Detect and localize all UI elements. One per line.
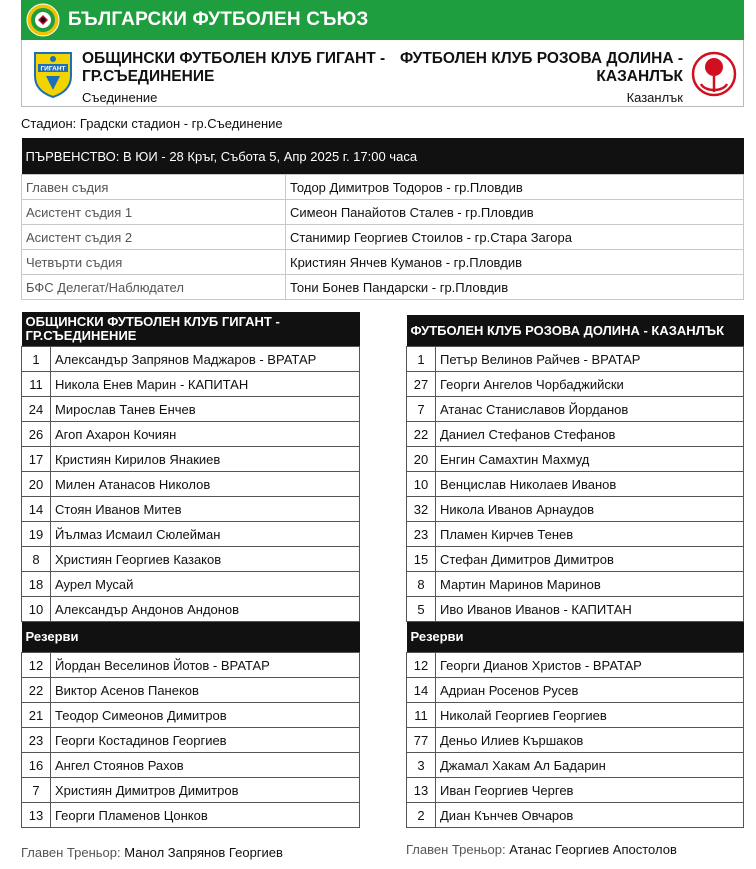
player-number: 11 bbox=[407, 703, 436, 728]
away-team-city: Казанлък bbox=[626, 90, 683, 105]
player-row bbox=[22, 778, 360, 803]
player-name: Атанас Станиславов Йорданов bbox=[436, 397, 744, 422]
home-team-city: Съединение bbox=[82, 90, 158, 105]
player-row bbox=[407, 597, 744, 622]
away-team-name: ФУТБОЛЕН КЛУБ РОЗОВА ДОЛИНА - КАЗАНЛЪК bbox=[400, 50, 683, 85]
player-name: Йордан Веселинов Йотов - ВРАТАР bbox=[51, 653, 360, 678]
player-name: Георги Пламенов Цонков bbox=[51, 803, 360, 828]
player-name: Деньо Илиев Кършаков bbox=[436, 728, 744, 753]
player-number: 18 bbox=[22, 572, 51, 597]
player-row bbox=[407, 803, 744, 828]
match-info: ПЪРВЕНСТВО: В ЮИ - 28 Кръг, Събота 5, Апр 2025 г. 17:00 часа bbox=[22, 138, 744, 175]
player-row bbox=[407, 397, 744, 422]
player-row bbox=[22, 653, 360, 678]
player-row bbox=[407, 547, 744, 572]
player-name: Александър Запрянов Маджаров - ВРАТАР bbox=[51, 347, 360, 372]
player-number: 5 bbox=[407, 597, 436, 622]
player-number: 32 bbox=[407, 497, 436, 522]
player-name: Венцислав Николаев Иванов bbox=[436, 472, 744, 497]
official-row bbox=[22, 250, 744, 275]
home-reserves bbox=[22, 653, 360, 828]
away-starters bbox=[407, 347, 744, 622]
player-number: 8 bbox=[407, 572, 436, 597]
player-name: Даниел Стефанов Стефанов bbox=[436, 422, 744, 447]
player-number: 20 bbox=[22, 472, 51, 497]
player-row bbox=[407, 678, 744, 703]
player-name: Виктор Асенов Панеков bbox=[51, 678, 360, 703]
player-row bbox=[22, 522, 360, 547]
home-crest-text: ГИГАНТ bbox=[40, 65, 66, 73]
player-row bbox=[22, 497, 360, 522]
player-number: 20 bbox=[407, 447, 436, 472]
player-name: Енгин Самахтин Махмуд bbox=[436, 447, 744, 472]
player-number: 2 bbox=[407, 803, 436, 828]
home-reserves-label: Резерви bbox=[22, 622, 360, 653]
player-number: 14 bbox=[407, 678, 436, 703]
player-row bbox=[22, 472, 360, 497]
player-name: Георги Костадинов Георгиев bbox=[51, 728, 360, 753]
header-bar bbox=[21, 0, 744, 40]
player-name: Диан Кънчев Овчаров bbox=[436, 803, 744, 828]
official-name: Тодор Димитров Тодоров - гр.Пловдив bbox=[286, 175, 744, 200]
player-name: Йълмаз Исмаил Сюлейман bbox=[51, 522, 360, 547]
player-row bbox=[407, 778, 744, 803]
player-number: 13 bbox=[407, 778, 436, 803]
home-starters bbox=[22, 347, 360, 622]
player-number: 22 bbox=[22, 678, 51, 703]
player-number: 12 bbox=[22, 653, 51, 678]
away-coach-label: Главен Треньор: bbox=[406, 842, 506, 857]
home-lineup-table bbox=[21, 312, 360, 828]
player-row bbox=[22, 753, 360, 778]
official-name: Симеон Панайотов Сталев - гр.Пловдив bbox=[286, 200, 744, 225]
player-number: 1 bbox=[407, 347, 436, 372]
player-number: 10 bbox=[22, 597, 51, 622]
official-role: Асистент съдия 1 bbox=[22, 200, 286, 225]
player-name: Иво Иванов Иванов - КАПИТАН bbox=[436, 597, 744, 622]
home-coach bbox=[21, 845, 283, 860]
official-role: Асистент съдия 2 bbox=[22, 225, 286, 250]
player-number: 19 bbox=[22, 522, 51, 547]
player-number: 12 bbox=[407, 653, 436, 678]
player-number: 3 bbox=[407, 753, 436, 778]
player-row bbox=[407, 497, 744, 522]
player-name: Ангел Стоянов Рахов bbox=[51, 753, 360, 778]
away-reserves bbox=[407, 653, 744, 828]
official-role: Четвърти съдия bbox=[22, 250, 286, 275]
player-name: Никола Иванов Арнаудов bbox=[436, 497, 744, 522]
teams-header bbox=[21, 40, 744, 107]
player-number: 21 bbox=[22, 703, 51, 728]
player-number: 23 bbox=[22, 728, 51, 753]
away-lineup-table bbox=[406, 315, 744, 828]
player-number: 11 bbox=[22, 372, 51, 397]
player-number: 77 bbox=[407, 728, 436, 753]
player-name: Никола Енев Марин - КАПИТАН bbox=[51, 372, 360, 397]
player-number: 7 bbox=[22, 778, 51, 803]
player-row bbox=[407, 653, 744, 678]
player-row bbox=[22, 397, 360, 422]
player-row bbox=[407, 753, 744, 778]
player-number: 13 bbox=[22, 803, 51, 828]
player-row bbox=[22, 447, 360, 472]
player-row bbox=[22, 803, 360, 828]
player-row bbox=[407, 728, 744, 753]
player-name: Пламен Кирчев Тенев bbox=[436, 522, 744, 547]
player-name: Мартин Маринов Маринов bbox=[436, 572, 744, 597]
player-number: 16 bbox=[22, 753, 51, 778]
player-name: Християн Георгиев Казаков bbox=[51, 547, 360, 572]
player-row bbox=[22, 703, 360, 728]
player-number: 17 bbox=[22, 447, 51, 472]
player-name: Аурел Мусай bbox=[51, 572, 360, 597]
player-number: 10 bbox=[407, 472, 436, 497]
player-name: Николай Георгиев Георгиев bbox=[436, 703, 744, 728]
player-name: Адриан Росенов Русев bbox=[436, 678, 744, 703]
player-row bbox=[22, 372, 360, 397]
bfs-crest-icon bbox=[26, 3, 60, 37]
player-row bbox=[22, 572, 360, 597]
official-row bbox=[22, 225, 744, 250]
player-number: 14 bbox=[22, 497, 51, 522]
away-coach bbox=[406, 842, 677, 857]
federation-title: БЪЛГАРСКИ ФУТБОЛЕН СЪЮЗ bbox=[68, 9, 369, 30]
player-row bbox=[22, 347, 360, 372]
player-row bbox=[407, 447, 744, 472]
official-role: Главен съдия bbox=[22, 175, 286, 200]
player-name: Мирослав Танев Енчев bbox=[51, 397, 360, 422]
player-name: Александър Андонов Андонов bbox=[51, 597, 360, 622]
player-row bbox=[22, 678, 360, 703]
officials-body bbox=[22, 175, 744, 300]
player-row bbox=[22, 422, 360, 447]
player-number: 1 bbox=[22, 347, 51, 372]
player-row bbox=[407, 572, 744, 597]
official-role: БФС Делегат/Наблюдател bbox=[22, 275, 286, 300]
player-number: 22 bbox=[407, 422, 436, 447]
player-number: 24 bbox=[22, 397, 51, 422]
home-team-crest-icon bbox=[32, 50, 74, 98]
player-number: 26 bbox=[22, 422, 51, 447]
official-row bbox=[22, 275, 744, 300]
player-name: Джамал Хакам Ал Бадарин bbox=[436, 753, 744, 778]
home-team-name: ОБЩИНСКИ ФУТБОЛЕН КЛУБ ГИГАНТ - ГР.СЪЕДИНЕНИЕ bbox=[82, 50, 386, 85]
player-name: Християн Димитров Димитров bbox=[51, 778, 360, 803]
player-row bbox=[407, 422, 744, 447]
player-row bbox=[407, 522, 744, 547]
player-row bbox=[22, 547, 360, 572]
away-reserves-label: Резерви bbox=[407, 622, 744, 653]
stadium-info: Стадион: Градски стадион - гр.Съединение bbox=[21, 116, 283, 131]
official-row bbox=[22, 175, 744, 200]
player-number: 8 bbox=[22, 547, 51, 572]
player-number: 7 bbox=[407, 397, 436, 422]
player-name: Георги Ангелов Чорбаджийски bbox=[436, 372, 744, 397]
player-name: Стоян Иванов Митев bbox=[51, 497, 360, 522]
player-name: Теодор Симеонов Димитров bbox=[51, 703, 360, 728]
home-coach-name: Манол Запрянов Георгиев bbox=[124, 845, 283, 860]
home-lineup-title: ОБЩИНСКИ ФУТБОЛЕН КЛУБ ГИГАНТ - ГР.СЪЕДИНЕНИЕ bbox=[22, 312, 360, 347]
officials-table bbox=[21, 138, 744, 300]
player-row bbox=[22, 597, 360, 622]
official-name: Станимир Георгиев Стоилов - гр.Стара Загора bbox=[286, 225, 744, 250]
away-lineup-title: ФУТБОЛЕН КЛУБ РОЗОВА ДОЛИНА - КАЗАНЛЪК bbox=[407, 315, 744, 347]
player-name: Агоп Ахарон Кочиян bbox=[51, 422, 360, 447]
player-number: 23 bbox=[407, 522, 436, 547]
player-row bbox=[407, 472, 744, 497]
away-coach-name: Атанас Георгиев Апостолов bbox=[509, 842, 677, 857]
player-name: Милен Атанасов Николов bbox=[51, 472, 360, 497]
player-name: Иван Георгиев Чергев bbox=[436, 778, 744, 803]
away-team-crest-icon bbox=[691, 48, 737, 100]
official-name: Тони Бонев Пандарски - гр.Пловдив bbox=[286, 275, 744, 300]
player-name: Георги Дианов Христов - ВРАТАР bbox=[436, 653, 744, 678]
player-name: Петър Велинов Райчев - ВРАТАР bbox=[436, 347, 744, 372]
player-number: 15 bbox=[407, 547, 436, 572]
home-coach-label: Главен Треньор: bbox=[21, 845, 121, 860]
player-name: Стефан Димитров Димитров bbox=[436, 547, 744, 572]
official-row bbox=[22, 200, 744, 225]
player-row bbox=[407, 372, 744, 397]
official-name: Кристиян Янчев Куманов - гр.Пловдив bbox=[286, 250, 744, 275]
player-name: Кристиян Кирилов Янакиев bbox=[51, 447, 360, 472]
player-row bbox=[22, 728, 360, 753]
player-number: 27 bbox=[407, 372, 436, 397]
player-row bbox=[407, 347, 744, 372]
player-row bbox=[407, 703, 744, 728]
